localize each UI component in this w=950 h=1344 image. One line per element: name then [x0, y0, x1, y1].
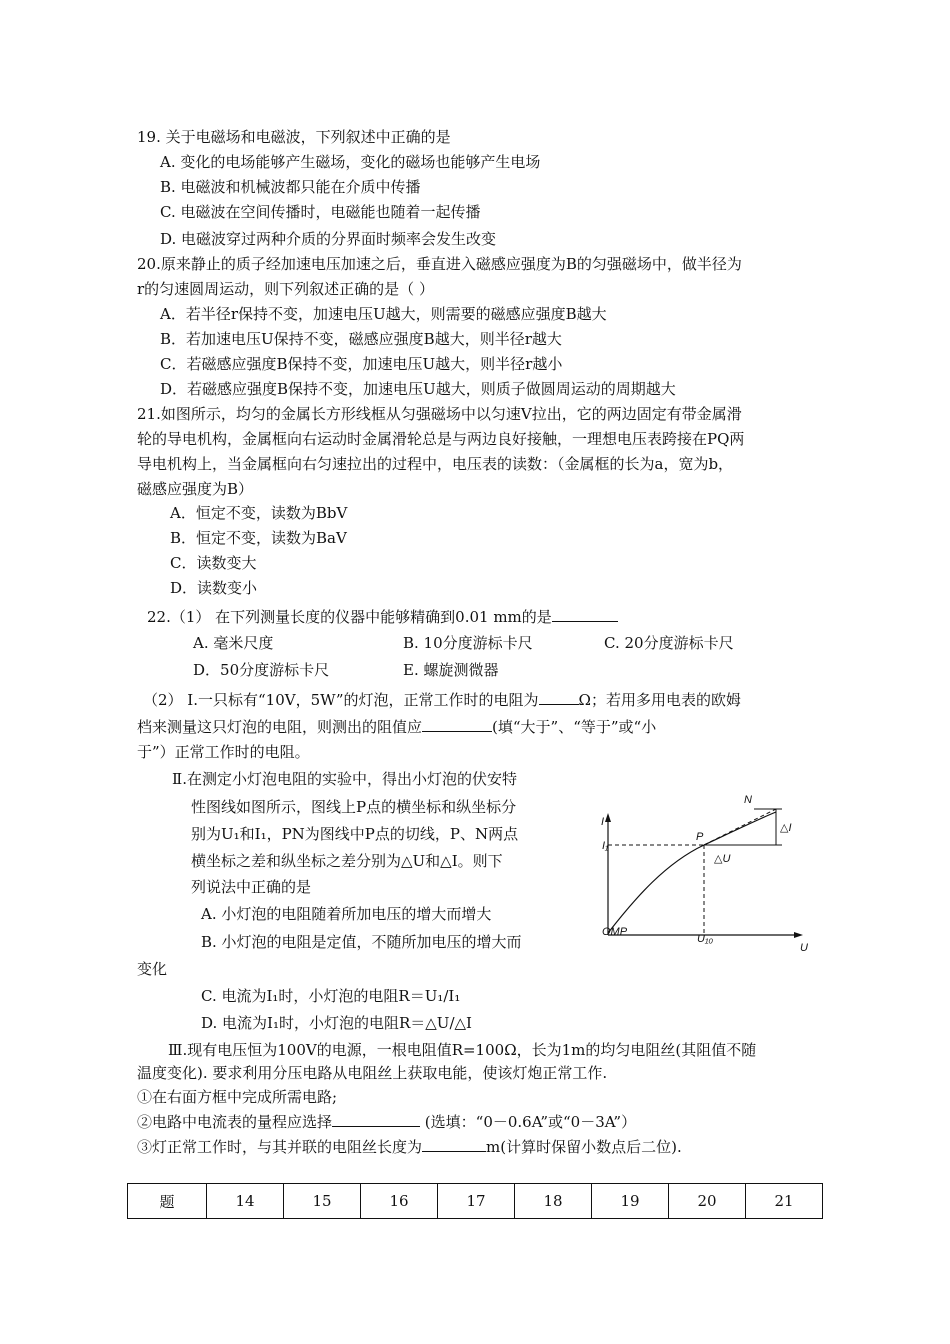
- q20-stem-line1: 20.原来静止的质子经加速电压加速之后，垂直进入磁感应强度为B的匀强磁场中，做半径为: [137, 255, 742, 273]
- q21-option-d: D．读数变小: [170, 579, 258, 597]
- q22-part1-option-a: A. 毫米尺度: [193, 634, 274, 652]
- u1-label: U₁₀: [697, 933, 714, 945]
- iu-characteristic-figure: [596, 785, 820, 1007]
- q22-part1-stem: [147, 606, 618, 627]
- q22-part4-item2: [137, 1111, 636, 1132]
- q22-part2-resistance-blank[interactable]: [539, 689, 579, 705]
- q20-option-b: B．若加速电压U保持不变，磁感应强度B越大，则半径r越大: [160, 330, 562, 348]
- answer-table-cell: 20: [669, 1184, 746, 1219]
- iu-curve: [608, 812, 776, 933]
- q22-part4-item3: [137, 1136, 682, 1157]
- q22-part3-option-b-cont: 变化: [137, 960, 168, 978]
- i-axis-label: I: [601, 816, 605, 828]
- point-p-label: P: [696, 831, 704, 843]
- u-axis-arrow: [794, 932, 803, 938]
- q19-option-d: D. 电磁波穿过两种介质的分界面时频率会发生改变: [160, 230, 497, 248]
- answer-table-cell: 15: [284, 1184, 361, 1219]
- q20-stem-line2: r的匀速圆周运动，则下列叙述正确的是（ ）: [137, 280, 434, 298]
- q22-part1-option-b: B. 10分度游标卡尺: [403, 634, 533, 652]
- q22-part4-item2-tail: (选填：“0－0.6A”或“0－3A”）: [424, 1113, 637, 1131]
- origin-label: OMP: [602, 926, 628, 938]
- answer-table-header: 题: [128, 1184, 207, 1219]
- q22-part3-option-c: C. 电流为I₁时，小灯泡的电阻R＝U₁/I₁: [201, 987, 461, 1005]
- q22-part3-option-b: B. 小灯泡的电阻是定值，不随所加电压的增大而: [201, 933, 522, 951]
- q22-part4-item1: ①在右面方框中完成所需电路;: [137, 1088, 338, 1106]
- q22-part4-length-blank[interactable]: [422, 1136, 486, 1152]
- q22-part4-item3-text: ③灯正常工作时，与其并联的电阻丝长度为: [137, 1138, 423, 1156]
- q22-part2-line1-tail: Ω；若用多用电表的欧姆: [578, 691, 741, 709]
- q20-option-a: A．若半径r保持不变，加速电压U越大，则需要的磁感应强度B越大: [160, 305, 607, 323]
- q22-part1-option-e: E. 螺旋测微器: [403, 661, 499, 679]
- q20-option-d: D．若磁感应强度B保持不变，加速电压U越大，则质子做圆周运动的周期越大: [160, 380, 676, 398]
- q21-stem-line2: 轮的导电机构，金属框向右运动时金属滑轮总是与两边良好接触，一理想电压表跨接在PQ两: [137, 430, 745, 448]
- q19-option-c: C. 电磁波在空间传播时，电磁能也随着一起传播: [160, 203, 481, 221]
- answer-table-cell: 17: [438, 1184, 515, 1219]
- q21-option-c: C．读数变大: [170, 554, 257, 572]
- q21-option-b: B．恒定不变，读数为BaV: [170, 529, 347, 547]
- q21-stem-line3: 导电机构上，当金属框向右匀速拉出的过程中，电压表的读数：（金属框的长为a，宽为b，: [137, 455, 734, 473]
- q22-part1-option-d: D．50分度游标卡尺: [193, 661, 330, 679]
- q22-part1-stem-text: 22.（1） 在下列测量长度的仪器中能够精确到0.01 mm的是: [147, 608, 552, 626]
- i1-label: I₁: [602, 840, 609, 852]
- q22-part2-line2-text: 档来测量这只灯泡的电阻，则测出的阻值应: [137, 718, 423, 736]
- answer-table-cell: 21: [746, 1184, 823, 1219]
- answer-table-cell: 14: [207, 1184, 284, 1219]
- q22-part3-option-d: D. 电流为I₁时，小灯泡的电阻R＝△U/△I: [201, 1014, 472, 1032]
- q22-part2-line3: 于”）正常工作时的电阻。: [137, 743, 310, 761]
- q22-part2-line1: [143, 689, 741, 710]
- q22-part4-range-blank[interactable]: [332, 1111, 420, 1127]
- delta-u-label: △U: [714, 853, 731, 865]
- q22-part4-line2: 温度变化). 要求利用分压电路从电阻丝上获取电能，使该灯炮正常工作.: [137, 1064, 608, 1082]
- q22-part3-line3: 别为U₁和I₁，PN为图线中P点的切线，P、N两点: [191, 825, 519, 843]
- q19-option-b: B. 电磁波和机械波都只能在介质中传播: [160, 178, 421, 196]
- q21-stem-line1: 21.如图所示，均匀的金属长方形线框从匀强磁场中以匀速V拉出，它的两边固定有带金属滑: [137, 405, 742, 423]
- q21-stem-line4: 磁感应强度为B）: [137, 480, 254, 498]
- q22-part3-option-a: A. 小灯泡的电阻随着所加电压的增大而增大: [201, 905, 492, 923]
- q22-part2-line1-text: （2） Ⅰ.一只标有“10V，5W”的灯泡，正常工作时的电阻为: [143, 691, 539, 709]
- delta-i-label: △I: [780, 822, 792, 834]
- answer-table-cell: 18: [515, 1184, 592, 1219]
- q22-part3-line5: 列说法中正确的是: [191, 878, 312, 896]
- q22-part1-option-c: C. 20分度游标卡尺: [604, 634, 734, 652]
- q22-part2-line2-tail: (填“大于”、“等于”或“小: [492, 718, 657, 736]
- q22-part4-item2-text: ②电路中电流表的量程应选择: [137, 1113, 333, 1131]
- q22-part2-compare-blank[interactable]: [422, 716, 492, 732]
- answer-table: [127, 1183, 823, 1219]
- q21-option-a: A．恒定不变，读数为BbV: [170, 504, 348, 522]
- q22-part3-line2: 性图线如图所示，图线上P点的横坐标和纵坐标分: [191, 798, 517, 816]
- answer-table-cell: 19: [592, 1184, 669, 1219]
- q22-part3-line1: Ⅱ.在测定小灯泡电阻的实验中，得出小灯泡的伏安特: [172, 770, 517, 788]
- answer-table-cell: 16: [361, 1184, 438, 1219]
- q22-part3-line4: 横坐标之差和纵坐标之差分别为△U和△I。则下: [191, 852, 503, 870]
- q22-part2-line2: [137, 716, 656, 737]
- point-n-label: N: [744, 794, 752, 806]
- q19-stem: 19. 关于电磁场和电磁波，下列叙述中正确的是: [137, 128, 451, 146]
- q20-option-c: C．若磁感应强度B保持不变，加速电压U越大，则半径r越小: [160, 355, 563, 373]
- q22-part4-line1: Ⅲ.现有电压恒为100V的电源，一根电阻值R=100Ω，长为1m的均匀电阻丝(其阻值不随: [168, 1041, 757, 1059]
- answer-table-row: [128, 1184, 823, 1219]
- q19-option-a: A. 变化的电场能够产生磁场，变化的磁场也能够产生电场: [160, 153, 541, 171]
- q22-part1-blank[interactable]: [552, 606, 618, 622]
- q22-part4-item3-tail: m(计算时保留小数点后二位).: [486, 1138, 682, 1156]
- i-axis-arrow: [605, 813, 611, 822]
- u-axis-label: U: [800, 942, 808, 954]
